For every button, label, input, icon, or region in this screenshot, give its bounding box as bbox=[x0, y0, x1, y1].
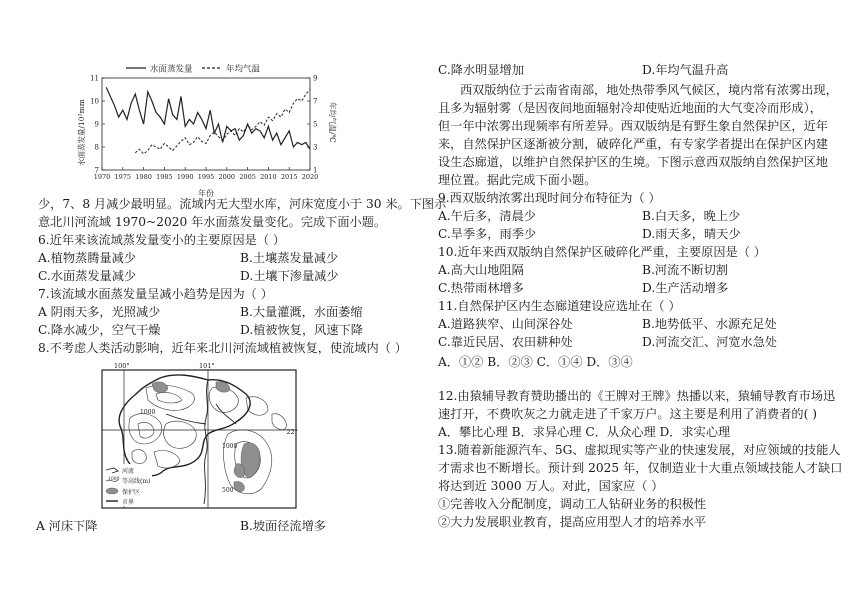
x-tick-label: 2000 bbox=[218, 173, 236, 181]
passage-line-4: 来，自然保护区逐渐被分割，破碎化严重，有专家学者提出在保护区内建 bbox=[438, 137, 828, 151]
passage-line-1: 西双版纳位于云南省南部，地处热带季风气候区，境内常有浓雾出现， bbox=[460, 83, 838, 97]
right-tick-label: 7 bbox=[313, 97, 318, 106]
passage-line-2: 且多为辐射雾（是因夜间地面辐射冷却使贴近地面的大气变冷而形成）， bbox=[438, 101, 822, 115]
left-axis-title: 水面蒸发量/10²mm bbox=[77, 99, 86, 166]
xishuangbanna-reserve-map bbox=[96, 364, 298, 514]
right-tick-label: 5 bbox=[313, 120, 318, 129]
chart-axes bbox=[90, 75, 318, 182]
question-6-option-a: A.植物蒸腾量减少 bbox=[38, 251, 136, 265]
legend-temp-label: 年均气温 bbox=[226, 64, 261, 75]
x-axis-title: 年份 bbox=[198, 189, 214, 198]
x-tick-label: 2010 bbox=[260, 173, 277, 181]
question-10-option-a: A.高大山地阻隔 bbox=[438, 263, 524, 277]
question-13-line-1: 13.随着新能源汽车、5G、虚拟现实等产业的快速发展，对应领域的技能人 bbox=[438, 443, 841, 457]
question-9-option-d: D.雨天多，晴天少 bbox=[642, 227, 741, 241]
question-11-item-d: D.河流交汇、河宽水急处 bbox=[642, 335, 778, 349]
lat-label-22: 22° bbox=[286, 428, 298, 436]
question-8-option-d: D.年均气温升高 bbox=[642, 63, 729, 77]
right-axis-title: 年均气温/℃ bbox=[328, 102, 337, 143]
question-13-item-1: ①完善收入分配制度，调动工人钻研业务的积极性 bbox=[438, 497, 707, 511]
question-7-option-c: C.降水减少，空气干燥 bbox=[38, 323, 161, 337]
lon-label-100: 100° bbox=[114, 362, 130, 370]
temperature-series-line bbox=[135, 90, 310, 154]
question-9-option-b: B.白天多，晚上少 bbox=[642, 209, 741, 223]
plot-frame bbox=[102, 78, 310, 170]
x-tick-label: 1990 bbox=[176, 173, 194, 181]
passage-line-5: 设生态廊道，以维护自然保护区的生境。下图示意西双版纳自然保护区地 bbox=[438, 155, 828, 169]
question-7: 7.该流域水面蒸发量呈减小趋势是因为（ ） bbox=[38, 287, 273, 301]
question-12-line-2: 速打开，不费吹灰之力就走进了千家万户。这主要是利用了消费者的( ) bbox=[438, 407, 818, 421]
question-11-item-b: B.地势低平、水源充足处 bbox=[642, 317, 777, 331]
right-tick-label: 9 bbox=[313, 74, 318, 83]
question-11-item-a: A.道路狭窄、山间深谷处 bbox=[438, 317, 573, 331]
legend-contour-label: 等高线(m) bbox=[122, 478, 151, 485]
left-tick-label: 9 bbox=[94, 120, 99, 129]
question-13-item-2: ②大力发展职业教育，提高应用型人才的培养水平 bbox=[438, 515, 707, 529]
right-tick-label: 3 bbox=[313, 143, 318, 152]
legend-contour-value: 1000 bbox=[108, 477, 120, 482]
question-7-option-d: D.植被恢复，风速下降 bbox=[240, 323, 363, 337]
lon-label-101: 101° bbox=[199, 362, 215, 370]
question-11-options: A．①② B．②③ C．①④ D．③④ bbox=[438, 355, 633, 369]
question-10-option-b: B.河流不断切割 bbox=[642, 263, 728, 277]
intro-line-2: 意北川河流域 1970~2020 年水面蒸发量变化。完成下面小题。 bbox=[38, 215, 387, 229]
contour-label-3: 500 bbox=[222, 487, 234, 494]
legend-boundary-label: 市界 bbox=[122, 499, 135, 506]
question-8-option-a: A 河床下降 bbox=[36, 519, 98, 533]
x-tick-label: 1970 bbox=[93, 173, 111, 181]
question-12-line-1: 12.由猿辅导教育赞助播出的《王牌对王牌》热播以来，猿辅导教育市场迅 bbox=[438, 389, 836, 403]
question-9-option-c: C.旱季多，雨季少 bbox=[438, 227, 537, 241]
question-12-options: A．攀比心理 B．求异心理 C．从众心理 D．求实心理 bbox=[438, 425, 731, 439]
left-tick-label: 8 bbox=[94, 143, 99, 152]
left-tick-label: 10 bbox=[90, 97, 99, 106]
legend-reserve-swatch bbox=[106, 488, 118, 494]
question-11: 11.自然保护区内生态廊道建设应选址在（ ） bbox=[438, 299, 681, 313]
passage-line-3: 但一年中浓雾出现频率有所差异。西双版纳是有野生象自然保护区，近年 bbox=[438, 119, 828, 133]
passage-line-6: 理位置。据此完成下面小题。 bbox=[438, 173, 597, 187]
question-10-option-c: C.热带雨林增多 bbox=[438, 281, 524, 295]
x-tick-label: 1980 bbox=[135, 173, 152, 181]
x-tick-label: 2020 bbox=[301, 173, 319, 181]
question-6-option-c: C.水面蒸发量减少 bbox=[38, 269, 137, 283]
question-13-line-2: 才需求也不断增长。预计到 2025 年，仅制造业十大重点领域技能人才缺口 bbox=[438, 461, 843, 475]
x-tick-label: 1975 bbox=[114, 173, 132, 181]
x-tick-label: 2005 bbox=[239, 173, 256, 181]
question-11-item-c: C.靠近民居、农田耕种处 bbox=[438, 335, 573, 349]
question-9-option-a: A.午后多，清晨少 bbox=[438, 209, 536, 223]
intro-line-1: 少，7、8 月减少最明显。流域内无大型水库，河床宽度小于 30 米。下图示 bbox=[38, 197, 447, 211]
chart-lines bbox=[106, 87, 310, 154]
question-6: 6.近年来该流域蒸发量变小的主要原因是（ ） bbox=[38, 233, 286, 247]
left-tick-label: 11 bbox=[90, 74, 99, 83]
question-9: 9.西双版纳浓雾出现时间分布特征为（ ） bbox=[438, 191, 661, 205]
contour-label-2: 1000 bbox=[140, 409, 156, 416]
question-7-option-a: A 阴雨天多，光照减少 bbox=[38, 305, 161, 319]
legend-river-label: 河流 bbox=[122, 468, 135, 475]
contour-label-1: 1000 bbox=[222, 443, 238, 450]
right-tick-label: 1 bbox=[313, 166, 318, 175]
x-tick-label: 1985 bbox=[156, 173, 173, 181]
question-8: 8.不考虑人类活动影响，近年来北川河流域植被恢复，使流域内（ ） bbox=[38, 341, 407, 355]
question-8-option-c: C.降水明显增加 bbox=[438, 63, 524, 77]
legend-evap-label: 水面蒸发量 bbox=[150, 64, 193, 75]
question-8-option-b: B.坡面径流增多 bbox=[240, 519, 326, 533]
question-13-line-3: 将达到近 3000 万人。对此，国家应（ ） bbox=[438, 479, 664, 493]
question-6-option-d: D.土壤下渗量减少 bbox=[240, 269, 339, 283]
x-tick-label: 1995 bbox=[197, 173, 215, 181]
question-10-option-d: D.生产活动增多 bbox=[642, 281, 729, 295]
x-tick-label: 2015 bbox=[280, 173, 298, 181]
evaporation-temperature-chart bbox=[78, 58, 340, 198]
left-tick-label: 7 bbox=[94, 166, 99, 175]
question-6-option-b: B.土壤蒸发量减少 bbox=[240, 251, 339, 265]
question-7-option-b: B.大量灌溉，水面萎缩 bbox=[240, 305, 363, 319]
question-10: 10.近年来西双版纳自然保护区破碎化严重，主要原因是（ ） bbox=[438, 245, 766, 259]
legend-reserve-label: 保护区 bbox=[122, 489, 141, 496]
